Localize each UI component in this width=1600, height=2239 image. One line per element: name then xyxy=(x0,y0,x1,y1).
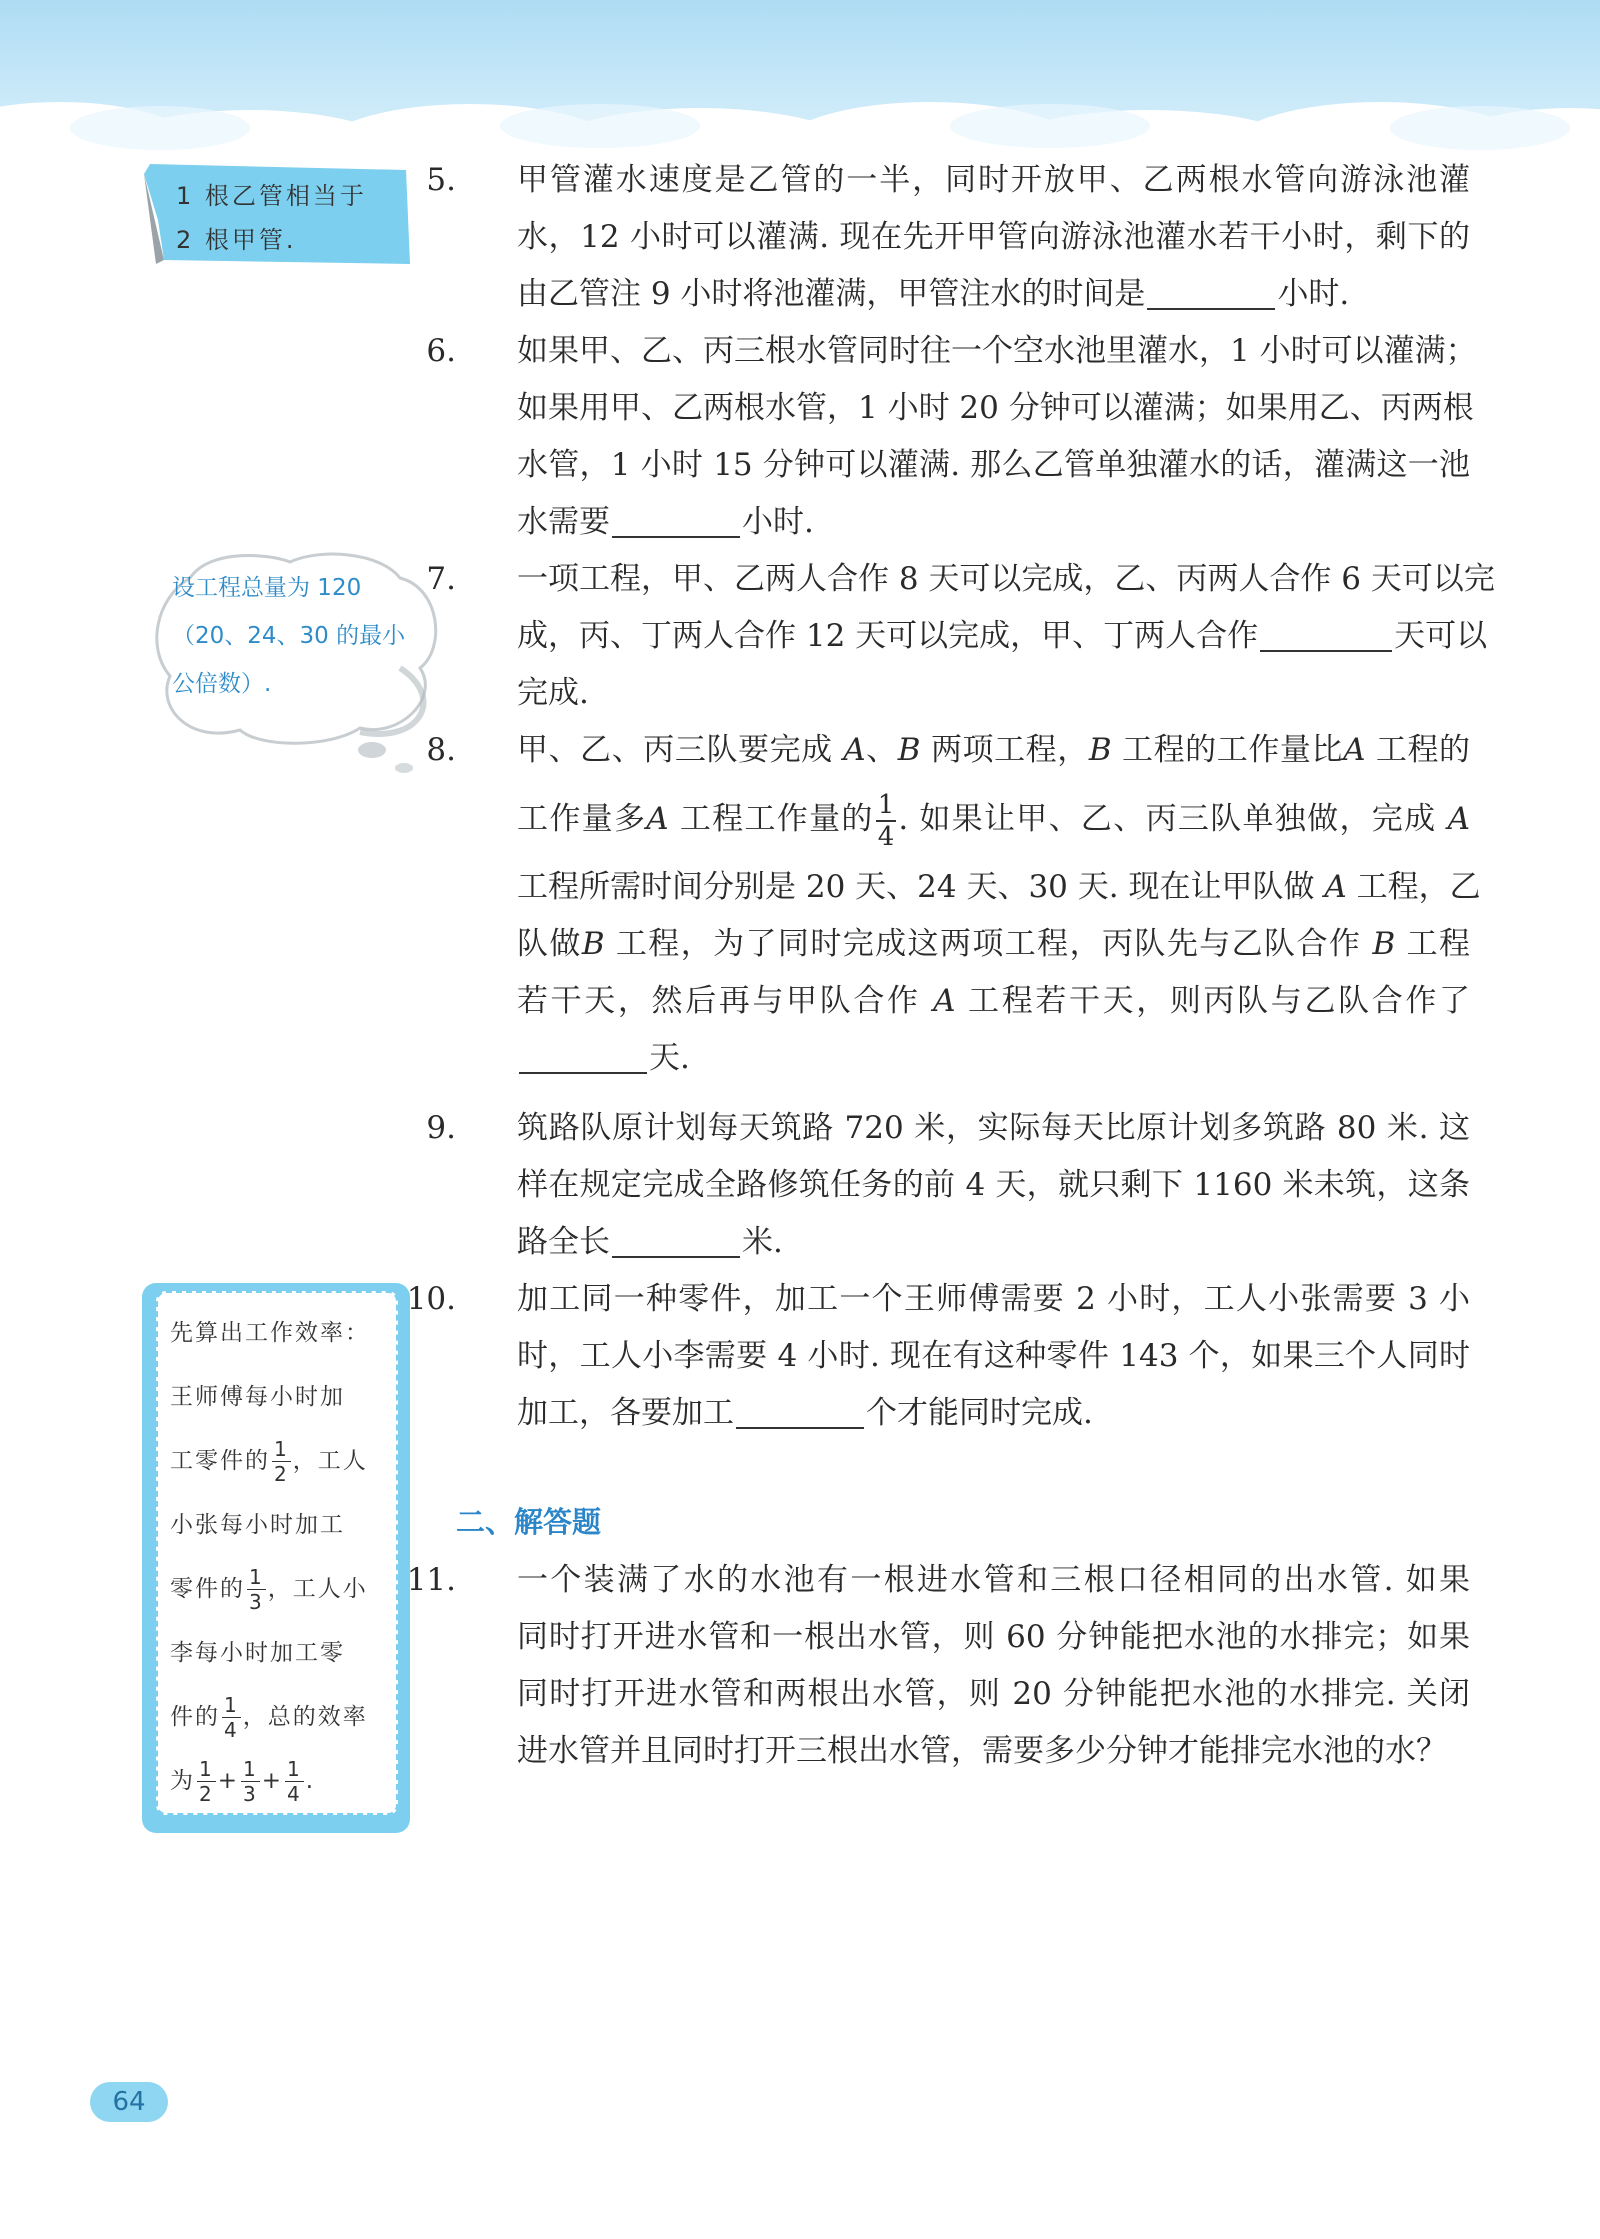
fraction-quarter: $\frac{1}{4}$ xyxy=(287,1757,302,1806)
problem-line: 样在规定完成全路修筑任务的前 4 天，就只剩下 1160 米未筑，这条 xyxy=(517,1167,1470,1203)
problem-line: 路全长 米. xyxy=(517,1224,783,1260)
note2-line: 设工程总量为 120 xyxy=(172,575,362,601)
problem-line: 完成. xyxy=(517,675,589,711)
problem-line: 同时打开进水管和一根出水管，则 60 分钟能把水池的水排完；如果 xyxy=(517,1619,1470,1655)
problem-number: 5. xyxy=(426,162,456,198)
problem-line: 天. xyxy=(517,1030,1470,1087)
answer-blank[interactable] xyxy=(612,502,740,538)
problem-line: 同时打开进水管和两根出水管，则 20 分钟能把水池的水排完. 关闭 xyxy=(517,1676,1471,1712)
note3-line: 李每小时加工零 xyxy=(170,1640,345,1666)
side-note-efficiency xyxy=(142,1283,410,1833)
answer-blank[interactable] xyxy=(736,1393,864,1429)
problem-line: 工作量多A 工程工作量的 $\frac{1}{4}$ . 如果让甲、乙、丙三队单独做，完成 A xyxy=(517,789,1471,852)
note3-line: 工零件的 $\frac{1}{2}$ ，工人 xyxy=(170,1437,368,1486)
section-heading: 二、解答题 xyxy=(456,1505,602,1539)
side-note-cloud xyxy=(150,548,450,778)
problem-line: 由乙管注 9 小时将池灌满，甲管注水的时间是 小时. xyxy=(517,276,1350,312)
problem-line: 筑路队原计划每天筑路 720 米，实际每天比原计划多筑路 80 米. 这 xyxy=(517,1110,1470,1146)
note2-line: 公倍数）. xyxy=(172,671,272,697)
problem-line: 成，丙、丁两人合作 12 天可以完成，甲、丁两人合作 天可以 xyxy=(517,618,1488,654)
problem-line: 水需要 小时. xyxy=(517,504,814,540)
problem-line: 一项工程，甲、乙两人合作 8 天可以完成，乙、丙两人合作 6 天可以完 xyxy=(517,561,1495,597)
problem-number: 11. xyxy=(406,1562,456,1598)
answer-blank[interactable] xyxy=(1260,616,1392,652)
note1-line: 1 根乙管相当于 xyxy=(176,182,367,210)
problem-number: 10. xyxy=(406,1281,456,1317)
problem-line: 进水管并且同时打开三根出水管，需要多少分钟才能排完水池的水？ xyxy=(517,1733,1447,1769)
problem-line: 队做B 工程，为了同时完成这两项工程，丙队先与乙队合作 B 工程 xyxy=(517,926,1471,962)
note3-line: 零件的 $\frac{1}{3}$ ，工人小 xyxy=(170,1565,368,1614)
answer-blank[interactable] xyxy=(1147,274,1275,310)
problem-line: 甲、乙、丙三队要完成 A、B 两项工程，B 工程的工作量比A 工程的 xyxy=(517,732,1471,768)
fraction-third: $\frac{1}{3}$ xyxy=(249,1565,264,1614)
problem-8 xyxy=(426,722,1481,1087)
fraction-quarter: $\frac{1}{4}$ xyxy=(877,789,895,852)
fraction-third: $\frac{1}{3}$ xyxy=(243,1757,258,1806)
answer-blank[interactable] xyxy=(519,1038,647,1074)
problem-line: 如果甲、乙、丙三根水管同时往一个空水池里灌水，1 小时可以灌满； xyxy=(517,333,1477,369)
page-number: 64 xyxy=(90,2082,168,2122)
problem-11 xyxy=(406,1552,1471,1780)
note2-line: （20、24、30 的最小 xyxy=(172,623,406,649)
problem-line: 如果用甲、乙两根水管，1 小时 20 分钟可以灌满；如果用乙、丙两根 xyxy=(517,390,1474,426)
problem-5 xyxy=(426,152,1470,323)
problem-6 xyxy=(426,323,1477,551)
note3-line: 件的 $\frac{1}{4}$ ，总的效率 xyxy=(170,1693,368,1742)
note3-line: 王师傅每小时加 xyxy=(170,1384,345,1410)
problem-10 xyxy=(406,1271,1471,1442)
problem-7 xyxy=(426,551,1495,722)
problem-line: 水管，1 小时 15 分钟可以灌满. 那么乙管单独灌水的话，灌满这一池 xyxy=(517,447,1470,483)
problem-line: 时，工人小李需要 4 小时. 现在有这种零件 143 个，如果三个人同时 xyxy=(517,1338,1470,1374)
fraction-quarter: $\frac{1}{4}$ xyxy=(224,1693,239,1742)
problem-line: 工程所需时间分别是 20 天、24 天、30 天. 现在让甲队做 A 工程，乙 xyxy=(517,869,1481,905)
problem-line: 一个装满了水的水池有一根进水管和三根口径相同的出水管. 如果 xyxy=(517,1562,1470,1598)
note3-line: 先算出工作效率： xyxy=(170,1320,370,1346)
problem-number: 8. xyxy=(426,732,456,768)
problem-line: 加工同一种零件，加工一个王师傅需要 2 小时，工人小张需要 3 小 xyxy=(517,1281,1471,1317)
sky-cloud-header xyxy=(0,0,1600,175)
problem-line: 甲管灌水速度是乙管的一半，同时开放甲、乙两根水管向游泳池灌 xyxy=(517,162,1470,198)
note3-line: 小张每小时加工 xyxy=(170,1512,345,1538)
note1-line: 2 根甲管. xyxy=(176,226,297,254)
fraction-half: $\frac{1}{2}$ xyxy=(274,1437,289,1486)
problem-number: 6. xyxy=(426,333,456,369)
problem-9 xyxy=(426,1100,1470,1271)
problem-number: 9. xyxy=(426,1110,456,1146)
problem-number: 7. xyxy=(426,561,456,597)
side-note-pipes xyxy=(144,160,414,268)
problem-line: 若干天，然后再与甲队合作 A 工程若干天，则丙队与乙队合作了 xyxy=(517,983,1470,1019)
fraction-half: $\frac{1}{2}$ xyxy=(199,1757,214,1806)
answer-blank[interactable] xyxy=(612,1222,740,1258)
note3-line: 为 $\frac{1}{2}$ + $\frac{1}{3}$ + $\frac{1}{4}$ . xyxy=(170,1757,316,1806)
problem-line: 水，12 小时可以灌满. 现在先开甲管向游泳池灌水若干小时，剩下的 xyxy=(517,219,1470,255)
problem-line: 加工，各要加工 个才能同时完成. xyxy=(517,1395,1093,1431)
